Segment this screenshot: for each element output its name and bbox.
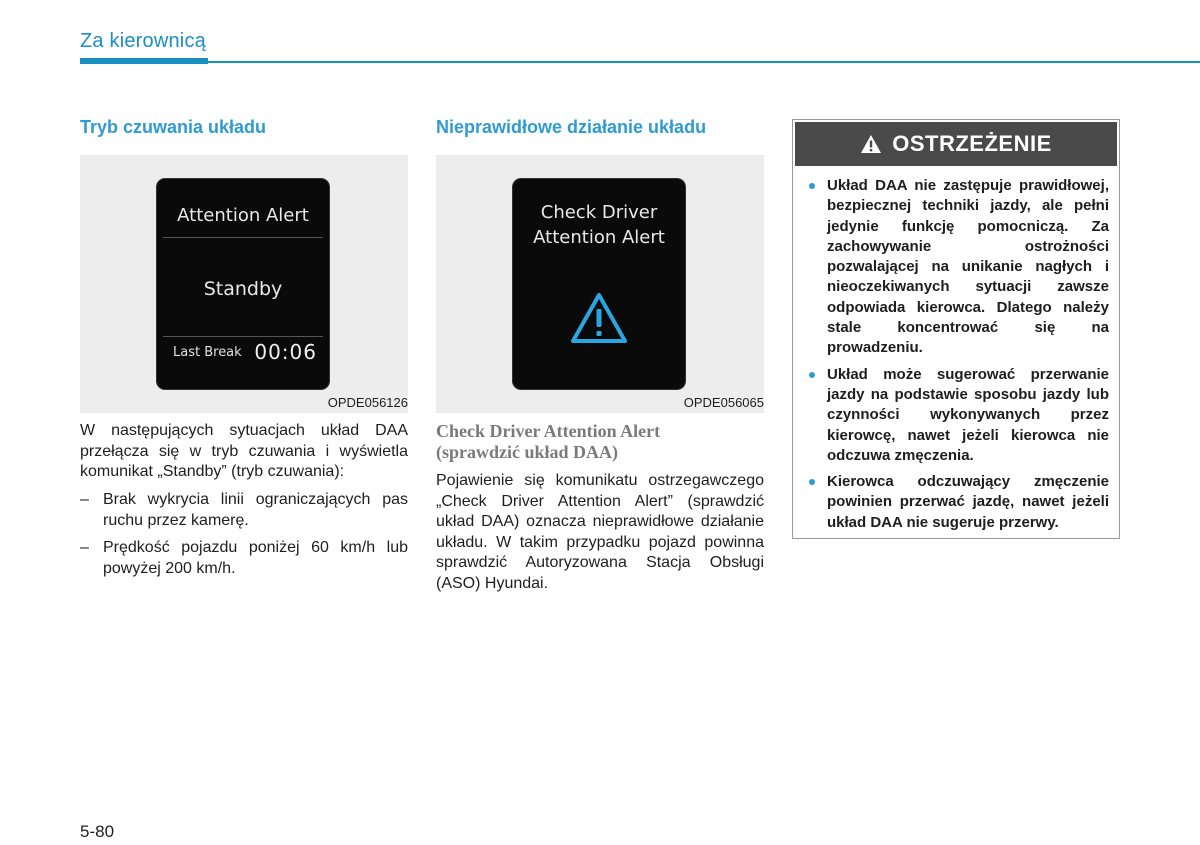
display-divider — [163, 336, 323, 337]
display-message-line1: Check Driver — [540, 202, 658, 223]
warning-triangle-icon — [860, 134, 882, 154]
standby-figure — [80, 155, 408, 413]
malfunction-display — [513, 179, 685, 389]
display-divider — [163, 237, 323, 238]
alert-triangle-icon — [569, 291, 629, 345]
section-title: Za kierownicą — [80, 30, 206, 52]
figure-code: OPDE056126 — [327, 395, 408, 410]
standby-heading: Tryb czuwania układu — [80, 117, 267, 137]
list-item: Układ DAA nie zastępuje prawidłowej, bezpiecznej techniki jazdy, ale pełni jedynie funkcję pomocniczą. Za zachowywanie ostrożności pozwalającej na unikanie nagłych i nieoczekiwanych sytuacji zawsze odpowiada kierowca. Dlatego należy stale koncentrować się na prowadzeniu. — [805, 176, 1109, 359]
malfunction-heading: Nieprawidłowe działanie układu — [436, 117, 707, 137]
check-driver-subheading: Check Driver Attention Alert (sprawdzić układ DAA) — [436, 421, 661, 462]
list-item: – Prędkość pojazdu poniżej 60 km/h lub powyżej 200 km/h. — [80, 539, 408, 577]
warning-box — [792, 119, 1120, 539]
display-status: Standby — [203, 278, 283, 300]
last-break-label: Last Break — [173, 345, 242, 360]
header-rule — [80, 61, 1200, 63]
standby-display — [157, 179, 329, 389]
display-message-line2: Attention Alert — [533, 227, 665, 248]
standby-conditions — [80, 490, 408, 586]
figure-code: OPDE056065 — [683, 395, 764, 410]
standby-intro: W następujących sytuacjach układ DAA przełącza się w tryb czuwania i wyświetla komunikat „Standby” (tryb czuwania): — [80, 422, 408, 480]
warning-list — [805, 176, 1109, 539]
list-item: – Brak wykrycia linii ograniczających pas ruchu przez kamerę. — [80, 491, 408, 529]
list-item: Układ może sugerować przerwanie jazdy na podstawie sposobu jazdy lub czynności wykonywanych przez kierowcę, nawet jeżeli kierowca nie odczuwa zmęczenia. — [805, 365, 1109, 466]
malfunction-body: Pojawienie się komunikatu ostrzegawczego „Check Driver Attention Alert” (sprawdzić układ DAA) oznacza nieprawidłowe działanie układu. W takim przypadku pojazd powinna sprawdzić Autoryzowana Stacja Obsługi (ASO) Hyundai. — [436, 472, 764, 592]
warning-title: OSTRZEŻENIE — [892, 131, 1052, 156]
display-title: Attention Alert — [177, 205, 309, 226]
warning-header — [795, 122, 1117, 166]
list-item: Kierowca odczuwający zmęczenie powinien przerwać jazdę, nawet jeżeli układ DAA nie sugeruje przerwy. — [805, 472, 1109, 533]
header-rule-accent — [80, 58, 208, 64]
page-number: 5-80 — [80, 822, 115, 841]
last-break-time: 00:06 — [254, 340, 317, 364]
malfunction-figure — [436, 155, 764, 413]
